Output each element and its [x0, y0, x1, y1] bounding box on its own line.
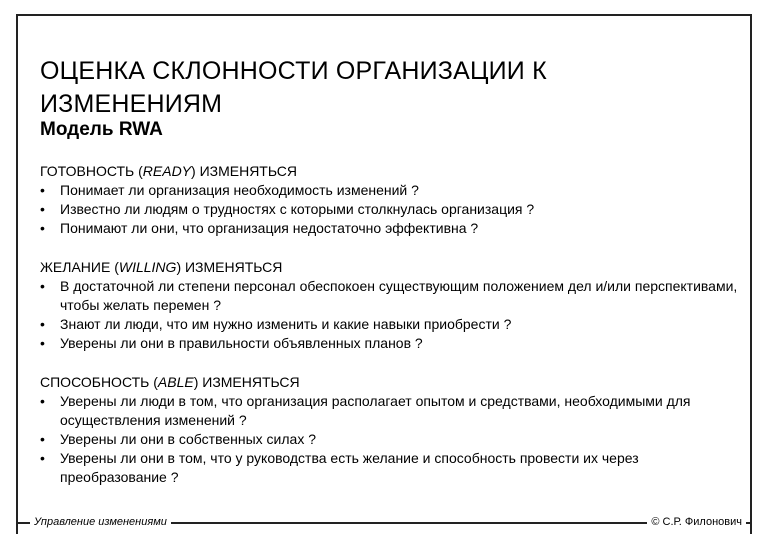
section-able: [40, 373, 740, 487]
heading-suffix: ) ИЗМЕНЯТЬСЯ: [191, 163, 297, 179]
bullet-list: [40, 277, 740, 353]
bullet-list: [40, 181, 740, 238]
bullet-list: [40, 392, 740, 487]
heading-emphasis: WILLING: [118, 259, 177, 275]
heading-suffix: ) ИЗМЕНЯТЬСЯ: [193, 374, 300, 390]
heading-emphasis: READY: [142, 163, 192, 179]
heading-suffix: ) ИЗМЕНЯТЬСЯ: [176, 259, 283, 275]
list-item: • Уверены ли они в собственных силах ?: [40, 430, 740, 449]
list-item: • Уверены ли они в правильности объявленных планов ?: [40, 334, 740, 353]
section-heading: [40, 373, 740, 392]
heading-emphasis: ABLE: [157, 374, 194, 390]
section-ready: [40, 162, 740, 238]
slide-subtitle: Модель RWA: [40, 119, 163, 140]
list-item: • Уверены ли они в том, что у руководства есть желание и способность провести их через преобразование ?: [40, 449, 740, 487]
list-item: • Знают ли люди, что им нужно изменить и какие навыки приобрести ?: [40, 315, 740, 334]
footer-course-name: Управление изменениями: [30, 515, 171, 529]
list-item: • Известно ли людям о трудностях с которыми столкнулась организация ?: [40, 200, 740, 219]
list-item: • Уверены ли люди в том, что организация располагает опытом и средствами, необходимыми для осуществления изменений ?: [40, 392, 740, 430]
list-item: • Понимает ли организация необходимость изменений ?: [40, 181, 740, 200]
heading-prefix: СПОСОБНОСТЬ (: [40, 374, 158, 390]
section-willing: [40, 258, 740, 353]
footer-copyright: © С.Р. Филонович: [647, 515, 746, 529]
heading-prefix: ЖЕЛАНИЕ (: [40, 259, 119, 275]
slide-title: ОЦЕНКА СКЛОННОСТИ ОРГАНИЗАЦИИ К ИЗМЕНЕНИЯМ: [40, 56, 547, 118]
heading-prefix: ГОТОВНОСТЬ (: [40, 163, 143, 179]
list-item: • В достаточной ли степени персонал обеспокоен существующим положением дел и/или перспективами, чтобы желать перемен ?: [40, 277, 740, 315]
section-heading: [40, 162, 740, 181]
list-item: • Понимают ли они, что организация недостаточно эффективна ?: [40, 219, 740, 238]
section-heading: [40, 258, 740, 277]
